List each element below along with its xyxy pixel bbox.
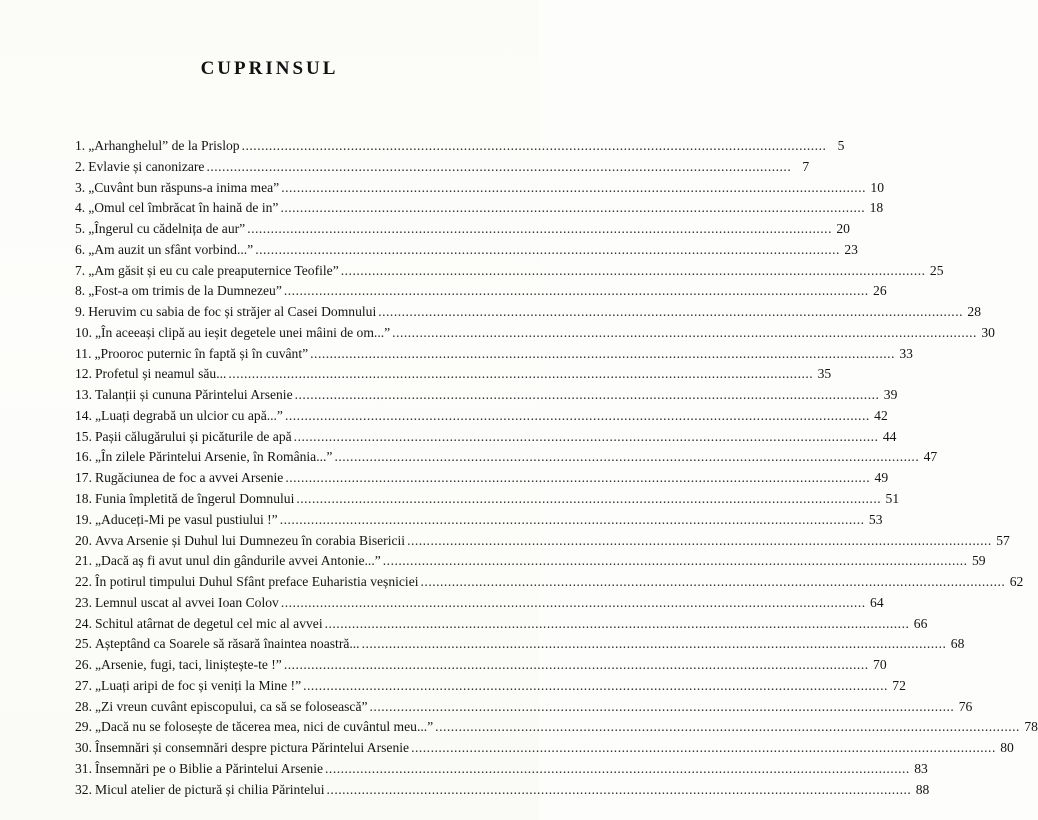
entry-title: Profetul și neamul său...	[95, 366, 227, 382]
entry-title: „Omul cel îmbrăcat în haină de in”	[88, 200, 279, 216]
toc-entry	[75, 593, 884, 614]
dot-leader	[284, 281, 869, 302]
entry-number: 24.	[75, 615, 92, 631]
entry-number: 17.	[75, 470, 92, 486]
entry-page-number: 35	[817, 366, 832, 382]
dot-leader	[284, 655, 869, 676]
toc-entry	[75, 178, 884, 199]
dot-leader	[310, 344, 895, 365]
dot-leader	[296, 489, 881, 510]
entry-title: „Prooroc puternic în faptă și în cuvânt”	[94, 345, 309, 361]
dot-leader	[295, 385, 880, 406]
dot-leader	[378, 302, 963, 323]
entry-page-number: 25	[929, 262, 944, 278]
dot-leader	[370, 697, 955, 718]
entry-page-number: 53	[868, 511, 883, 527]
toc-entry	[75, 551, 986, 572]
entry-page-number: 42	[874, 407, 888, 423]
entry-title: „Zi vreun cuvânt episcopului, ca să se folosească”	[95, 698, 368, 714]
entry-page-number: 62	[1009, 574, 1024, 590]
entry-title: „Fost-a om trimis de la Dumnezeu”	[88, 283, 282, 299]
entry-page-number: 64	[870, 594, 884, 610]
toc-entry	[75, 510, 883, 531]
dot-leader	[325, 759, 910, 780]
entry-number: 1.	[75, 138, 86, 153]
entry-page-number: 59	[971, 553, 986, 569]
entry-number: 19.	[75, 511, 92, 527]
toc-entry	[75, 717, 1038, 738]
entry-page-number: 57	[996, 532, 1010, 548]
entry-title: „Am auzit un sfânt vorbind...”	[88, 241, 254, 257]
entry-number: 32.	[75, 781, 92, 797]
entry-number: 29.	[75, 719, 92, 735]
entry-page-number: 49	[874, 470, 889, 486]
toc-entry	[75, 738, 1014, 759]
entry-page-number: 33	[899, 345, 913, 361]
entry-number: 14.	[75, 407, 92, 423]
dot-leader	[362, 634, 947, 655]
dot-leader	[334, 447, 919, 468]
toc-entry	[75, 697, 973, 718]
toc-entry	[75, 281, 887, 302]
dot-leader	[421, 572, 1006, 593]
dot-leader	[294, 427, 879, 448]
entry-title: „Cuvânt bun răspuns-a inima mea”	[88, 179, 280, 195]
entry-page-number: 30	[981, 324, 995, 340]
entry-number: 30.	[75, 740, 92, 756]
entry-page-number: 78	[1024, 719, 1038, 735]
entry-title: „Luați degrabă un ulcior cu apă...”	[95, 407, 283, 423]
entry-title: „Arsenie, fugi, taci, liniștește-te !”	[95, 657, 282, 673]
toc-entry	[75, 261, 944, 282]
toc-entry	[75, 759, 928, 780]
dot-leader	[341, 261, 926, 282]
dot-leader	[285, 468, 870, 489]
entry-title: „Îngerul cu cădelnița de aur”	[88, 221, 246, 237]
entry-page-number: 76	[958, 698, 973, 714]
entry-page-number: 83	[914, 760, 928, 776]
toc-entry	[75, 385, 898, 406]
entry-title: Micul atelier de pictură și chilia Părintelui	[95, 781, 325, 797]
entry-title: „Dacă aș fi avut unul din gândurile avvei Antonie...”	[95, 553, 381, 569]
entry-title: Pașii călugărului și picăturile de apă	[95, 428, 292, 444]
entry-title: Însemnări și consemnări despre pictura Părintelui Arsenie	[95, 740, 410, 756]
entry-title: Heruvim cu sabia de foc și străjer al Casei Domnului	[88, 304, 377, 320]
toc-entry	[75, 676, 906, 697]
entry-page-number: 7	[802, 158, 810, 174]
entry-page-number: 23	[844, 241, 858, 257]
entry-page-number: 51	[885, 491, 900, 507]
entry-number: 31.	[75, 760, 92, 776]
entry-title: Schitul atârnat de degetul cel mic al avvei	[95, 615, 323, 631]
entry-number: 23.	[75, 594, 92, 610]
dot-leader	[228, 364, 813, 385]
entry-title: Talanții și cununa Părintelui Arsenie	[95, 387, 293, 403]
entry-number: 26.	[75, 657, 92, 673]
entry-title: Însemnări pe o Biblie a Părintelui Arsenie	[95, 760, 324, 776]
entry-page-number: 18	[869, 200, 884, 216]
toc-entry	[75, 468, 889, 489]
toc-entry	[75, 406, 888, 427]
dot-leader	[325, 614, 910, 635]
entry-page-number: 88	[915, 781, 930, 797]
dot-leader	[247, 219, 832, 240]
entry-number: 3.	[75, 179, 86, 195]
entry-title: „În aceeași clipă au ieșit degetele unei mâini de om...”	[95, 324, 391, 340]
entry-number: 28.	[75, 698, 92, 714]
dot-leader	[392, 323, 977, 344]
entry-number: 12.	[75, 366, 92, 382]
dot-leader	[327, 780, 912, 801]
entry-number: 20.	[75, 532, 92, 548]
entry-page-number: 20	[836, 221, 850, 237]
dot-leader	[280, 198, 865, 219]
toc-entry	[75, 614, 928, 635]
entry-title: „Arhanghelul” de la Prislop	[88, 138, 240, 153]
toc-entry	[75, 344, 913, 365]
entry-number: 10.	[75, 324, 92, 340]
toc-entry	[75, 136, 845, 157]
entry-number: 2.	[75, 158, 86, 174]
dot-leader	[281, 593, 866, 614]
dot-leader	[383, 551, 968, 572]
toc-entry	[75, 198, 884, 219]
page-title: CUPRINSUL	[200, 58, 339, 79]
entry-number: 8.	[75, 283, 86, 299]
toc-entry	[75, 489, 900, 510]
entry-page-number: 10	[870, 179, 884, 195]
entry-title: Funia împletită de îngerul Domnului	[95, 491, 295, 507]
entry-number: 4.	[75, 200, 86, 216]
toc-entry	[75, 364, 832, 385]
entry-page-number: 47	[923, 449, 938, 465]
table-of-contents	[75, 136, 1038, 801]
dot-leader	[281, 178, 866, 199]
entry-title: Avva Arsenie și Duhul lui Dumnezeu în corabia Bisericii	[95, 532, 406, 548]
entry-number: 18.	[75, 491, 92, 507]
toc-entry	[75, 780, 930, 801]
entry-number: 6.	[75, 241, 86, 257]
dot-leader	[285, 406, 870, 427]
entry-page-number: 66	[913, 615, 928, 631]
entry-page-number: 28	[967, 304, 981, 320]
dot-leader	[255, 240, 840, 261]
entry-title: „Luați aripi de foc și veniți la Mine !”	[95, 677, 302, 693]
toc-entry	[75, 157, 810, 178]
entry-number: 15.	[75, 428, 92, 444]
dot-leader	[206, 157, 791, 178]
toc-entry	[75, 655, 887, 676]
entry-page-number: 72	[892, 677, 906, 693]
toc-entry	[75, 240, 858, 261]
entry-number: 21.	[75, 553, 92, 569]
entry-number: 9.	[75, 304, 86, 320]
toc-entry	[75, 219, 850, 240]
entry-title: Așteptând ca Soarele să răsară înaintea noastră...	[95, 636, 360, 652]
dot-leader	[407, 531, 992, 552]
entry-title: „În zilele Părintelui Arsenie, în România...”	[95, 449, 333, 465]
dot-leader	[280, 510, 865, 531]
entry-number: 27.	[75, 677, 92, 693]
toc-entry	[75, 323, 995, 344]
entry-title: Lemnul uscat al avvei Ioan Colov	[95, 594, 279, 610]
entry-number: 16.	[75, 449, 92, 465]
toc-entry	[75, 302, 981, 323]
entry-page-number: 68	[950, 636, 965, 652]
dot-leader	[242, 136, 827, 157]
dot-leader	[303, 676, 888, 697]
toc-entry	[75, 634, 965, 655]
entry-title: Evlavie și canonizare	[88, 158, 205, 174]
dot-leader	[435, 717, 1020, 738]
entry-title: „Aduceți-Mi pe vasul pustiului !”	[95, 511, 278, 527]
entry-page-number: 70	[873, 657, 887, 673]
entry-number: 22.	[75, 574, 92, 590]
entry-number: 5.	[75, 221, 86, 237]
dot-leader	[411, 738, 996, 759]
entry-page-number: 44	[882, 428, 897, 444]
toc-entry	[75, 427, 897, 448]
entry-page-number: 39	[883, 387, 898, 403]
entry-title: Rugăciunea de foc a avvei Arsenie	[95, 470, 284, 486]
toc-entry	[75, 572, 1024, 593]
entry-title: În potirul timpului Duhul Sfânt preface Euharistia veșniciei	[95, 574, 419, 590]
entry-number: 13.	[75, 387, 92, 403]
entry-page-number: 26	[873, 283, 887, 299]
toc-entry	[75, 447, 938, 468]
entry-page-number: 80	[1000, 740, 1014, 756]
entry-number: 11.	[75, 345, 92, 361]
toc-entry	[75, 531, 1010, 552]
entry-number: 7.	[75, 262, 86, 278]
entry-title: „Am găsit și eu cu cale preaputernice Teofile”	[88, 262, 339, 278]
entry-title: „Dacă nu se folosește de tăcerea mea, nici de cuvântul meu...”	[95, 719, 434, 735]
entry-page-number: 5	[837, 138, 845, 153]
entry-number: 25.	[75, 636, 92, 652]
